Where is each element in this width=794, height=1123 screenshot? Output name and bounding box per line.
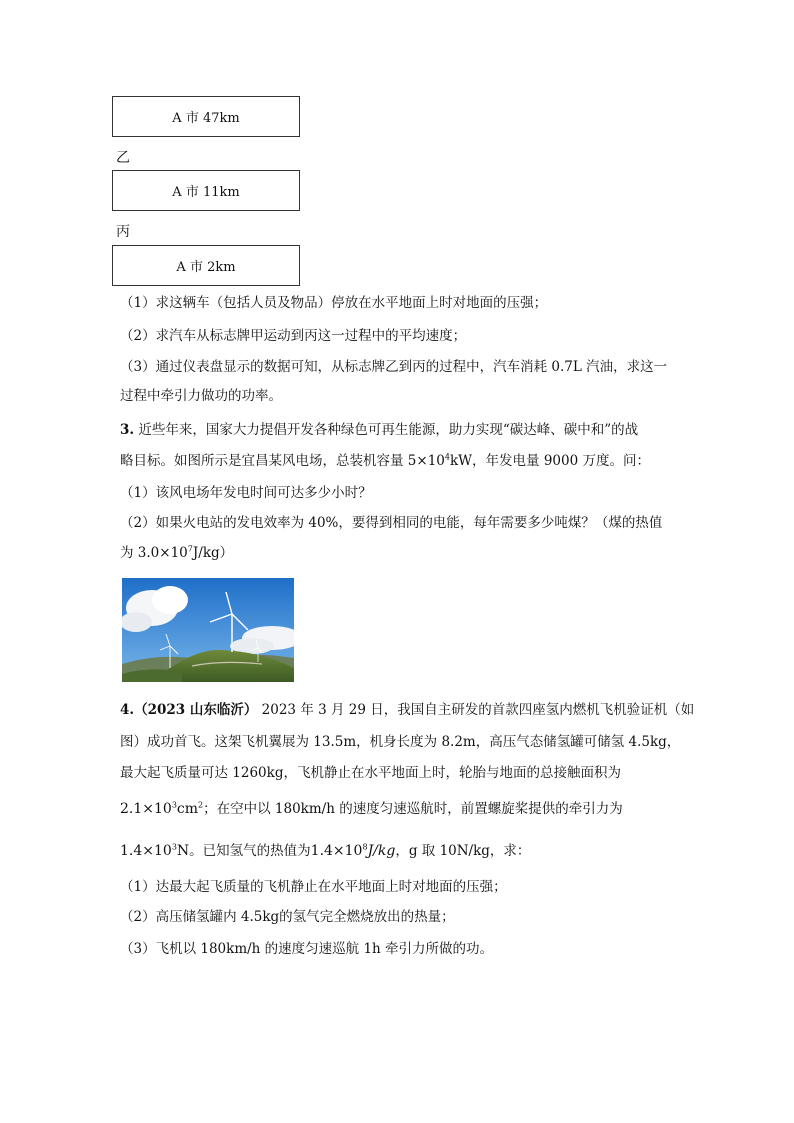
wind-farm-photo xyxy=(122,578,294,682)
q3-number: 3. xyxy=(120,422,135,438)
sign-a xyxy=(112,96,300,137)
q4-line4: $2.1\times 10^3cm^2$；在空中以 180km/h 的速度匀速巡航时，前置螺旋桨提供的牵引力为 xyxy=(120,800,623,817)
sign-c-text: A 市 2km xyxy=(176,260,236,275)
q3-sub2-line1: （2）如果火电站的发电效率为 40%，要得到相同的电能，每年需要多少吨煤？（煤的热值 xyxy=(120,515,663,531)
q3-line2: 略目标。如图所示是宜昌某风电场，总装机容量 $5\times 10^4kW$，年发电量 9000 万度。问： xyxy=(120,452,650,469)
q3-line1-text: 近些年来，国家大力提倡开发各种绿色可再生能源，助力实现“碳达峰、碳中和”的战 xyxy=(134,422,639,438)
q2-sub3-line2: 过程中牵引力做功的功率。 xyxy=(120,388,282,404)
q2-sub2: （2）求汽车从标志牌甲运动到丙这一过程中的平均速度； xyxy=(120,328,467,344)
q4-source: （2023 山东临沂） xyxy=(134,702,258,718)
sign-b xyxy=(112,170,300,211)
sign-b-text: A 市 11km xyxy=(172,185,240,200)
q2-sub1: （1）求这辆车（包括人员及物品）停放在水平地面上时对地面的压强； xyxy=(120,295,548,311)
sign-b-label: 乙 xyxy=(116,150,130,166)
q3-sub2-line2: 为 $3.0\times 10^7J/kg$） xyxy=(120,544,234,561)
q4-line5: $1.4\times 10^3N$。已知氢气的热值为$1.4\times 10^8J/kg$，g 取 10N/kg，求： xyxy=(120,842,531,859)
sign-c-label: 丙 xyxy=(116,224,130,240)
q4-line2: 图）成功首飞。这架飞机翼展为 13.5m，机身长度为 8.2m，高压气态储氢罐可储氢 4.5kg， xyxy=(120,734,681,750)
q4-sub2: （2）高压储氢罐内 4.5kg的氢气完全燃烧放出的热量； xyxy=(120,909,455,925)
q4-line3: 最大起飞质量可达 1260kg，飞机静止在水平地面上时，轮胎与地面的总接触面积为 xyxy=(120,765,621,781)
q3-line1 xyxy=(120,420,638,440)
q4-sub1: （1）达最大起飞质量的飞机静止在水平地面上时对地面的压强； xyxy=(120,879,507,895)
q2-sub3-line1: （3）通过仪表盘显示的数据可知，从标志牌乙到丙的过程中，汽车消耗 0.7L 汽油，求这一 xyxy=(120,359,668,375)
q3-sub1: （1）该风电场年发电时间可达多少小时？ xyxy=(120,485,372,501)
sign-c xyxy=(112,245,300,286)
q4-line1: 4.（2023 山东临沂） 2023 年 3 月 29 日，我国自主研发的首款四座氢内燃机飞机验证机（如 xyxy=(120,702,695,718)
q4-number: 4. xyxy=(120,702,135,718)
sign-a-text: A 市 47km xyxy=(172,111,240,126)
q4-sub3: （3）飞机以 180km/h 的速度匀速巡航 1h 牵引力所做的功。 xyxy=(120,941,494,957)
